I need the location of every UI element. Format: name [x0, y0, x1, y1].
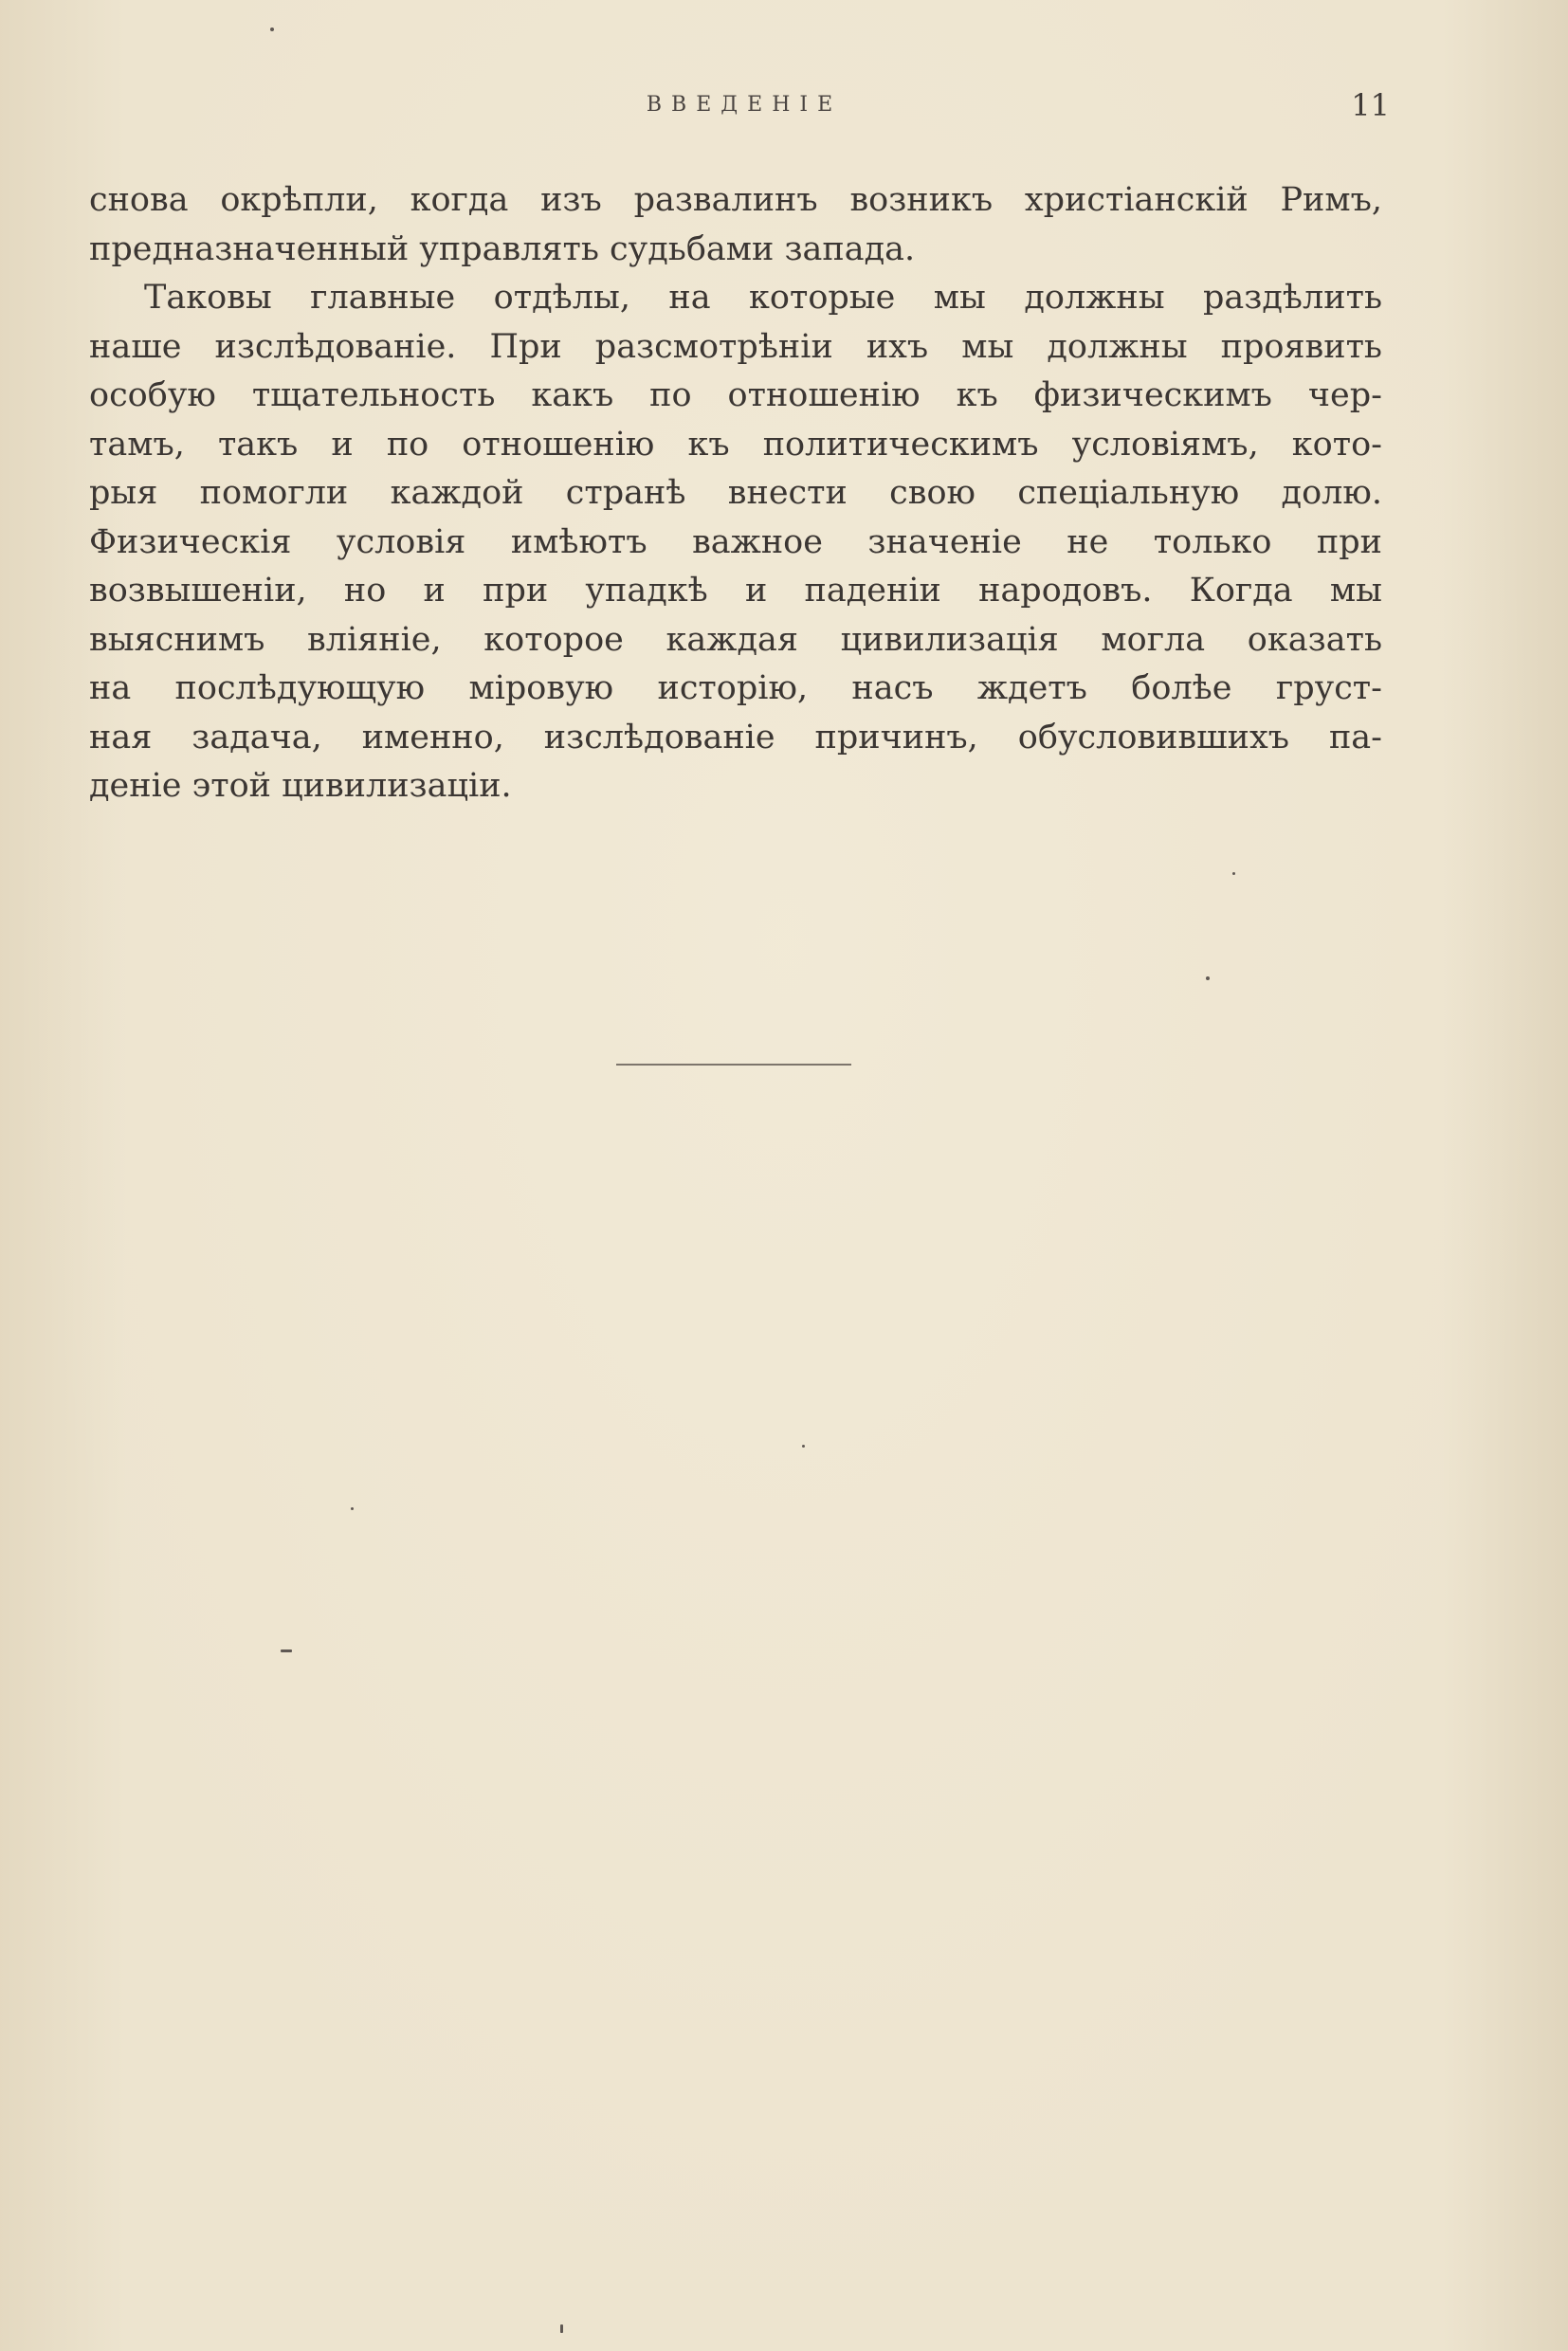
running-head: [0, 87, 1568, 131]
text-line: рыя помогли каждой странѣ внести свою спеціальную долю.: [89, 474, 1382, 512]
text-line: деніе этой цивилизаціи.: [89, 767, 512, 805]
running-title: ВВЕДЕНІЕ: [646, 93, 843, 117]
section-divider-rule: [616, 1064, 851, 1066]
text-line: особую тщательность какъ по отношенію къ физическимъ чер-: [89, 376, 1382, 414]
page-number: 11: [1351, 87, 1390, 123]
paper-speck: [1232, 872, 1235, 875]
body-text: [89, 176, 1382, 811]
paper-speck: [560, 2324, 563, 2333]
paper-speck: [270, 27, 274, 31]
paragraph-continuation: [89, 176, 1382, 274]
paper-speck: [1206, 976, 1210, 980]
text-line: возвышеніи, но и при упадкѣ и паденіи народовъ. Когда мы: [89, 572, 1382, 610]
paper-speck: [802, 1445, 805, 1448]
text-line: выяснимъ вліяніе, которое каждая цивилизація могла оказать: [89, 620, 1382, 659]
text-line: наше изслѣдованіе. При разсмотрѣніи ихъ мы должны проявить: [89, 327, 1382, 366]
paper-speck: [351, 1507, 354, 1510]
text-line: предназначенный управлять судьбами запада.: [89, 229, 916, 268]
text-line: снова окрѣпли, когда изъ развалинъ возникъ христіанскій Римъ,: [89, 181, 1382, 219]
text-line: на послѣдующую міровую исторію, насъ ждетъ болѣе груст-: [89, 669, 1382, 707]
text-line: тамъ, такъ и по отношенію къ политическимъ условіямъ, кото-: [89, 425, 1382, 464]
text-line: Физическія условія имѣютъ важное значеніе не только при: [89, 522, 1382, 561]
paper-speck: [281, 1649, 292, 1652]
paragraph-main: [89, 274, 1382, 811]
text-line: ная задача, именно, изслѣдованіе причинъ, обусловившихъ па-: [89, 718, 1382, 756]
text-line: Таковы главные отдѣлы, на которые мы должны раздѣлить: [144, 279, 1382, 317]
